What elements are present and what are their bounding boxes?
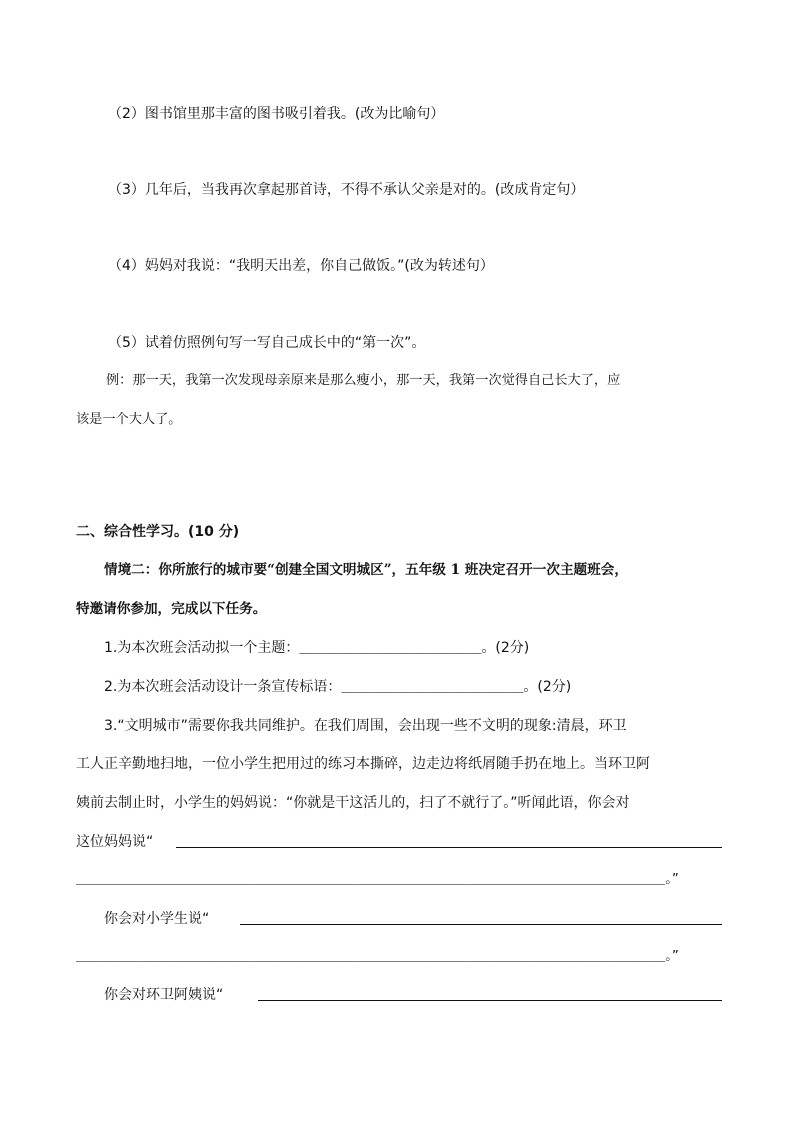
task-3-line-3: 姨前去制止时，小学生的妈妈说：“你就是干这活儿的，扫了不就行了。”听闻此语，你会对 — [76, 795, 630, 811]
to-mother-prompt: 这位妈妈说“ — [76, 834, 154, 850]
to-student-answer-blank[interactable]: ＿＿＿＿＿＿＿＿＿＿＿＿＿＿＿＿＿＿＿＿＿＿＿＿＿＿＿＿＿＿＿＿＿＿＿＿＿＿＿＿＿＿＿＿ — [76, 949, 666, 964]
scenario-line-2: 特邀请你参加，完成以下任务。 — [76, 601, 267, 617]
task-3-line-2: 工人正辛勤地扫地，一位小学生把用过的练习本撕碎，边走边将纸屑随手扔在地上。当环卫阿 — [76, 756, 650, 772]
to-worker-row — [104, 985, 223, 1005]
task-2-prompt: 2.为本次班会活动设计一条宣传标语： — [104, 679, 342, 695]
task-1-prompt: 1.为本次班会活动拟一个主题： — [104, 640, 300, 656]
to-worker-prompt: 你会对环卫阿姨说“ — [104, 987, 224, 1003]
to-mother-answer-blank[interactable]: ＿＿＿＿＿＿＿＿＿＿＿＿＿＿＿＿＿＿＿＿＿＿＿＿＿＿＿＿＿＿＿＿＿＿＿＿＿＿＿＿＿＿＿＿ — [76, 872, 666, 887]
question-3: （3）几年后，当我再次拿起那首诗，不得不承认父亲是对的。(改成肯定句） — [108, 182, 585, 198]
question-4: （4）妈妈对我说：“我明天出差，你自己做饭。”(改为转述句） — [108, 258, 494, 274]
section-2-title: 二、综合性学习。(10 分) — [76, 524, 240, 540]
scenario-line-1: 情境二：你所旅行的城市要“创建全国文明城区”，五年级 1 班决定召开一次主题班会， — [104, 562, 628, 578]
task-2-score: 。(2分) — [523, 679, 572, 695]
task-1-answer-blank[interactable]: ＿＿＿＿＿＿＿＿＿＿＿＿＿ — [299, 640, 482, 656]
to-worker-answer-line[interactable] — [258, 1000, 722, 1001]
close-quote: 。” — [665, 872, 679, 887]
to-mother-row — [76, 832, 153, 852]
to-student-continuation — [76, 947, 679, 967]
to-mother-continuation — [76, 870, 679, 890]
task-1-score: 。(2分) — [481, 640, 530, 656]
to-student-answer-line[interactable] — [240, 924, 722, 925]
task-1 — [104, 638, 529, 658]
question-2: （2）图书馆里那丰富的图书吸引着我。(改为比喻句） — [108, 106, 445, 122]
task-2-answer-blank[interactable]: ＿＿＿＿＿＿＿＿＿＿＿＿＿ — [341, 679, 524, 695]
to-student-row — [104, 909, 209, 929]
close-quote: 。” — [665, 949, 679, 964]
example-line-1: 例：那一天，我第一次发现母亲原来是那么瘦小，那一天，我第一次觉得自己长大了，应 — [106, 373, 621, 388]
to-mother-answer-line[interactable] — [176, 847, 722, 848]
to-student-prompt: 你会对小学生说“ — [104, 911, 210, 927]
task-2 — [104, 677, 571, 697]
example-line-2: 该是一个大人了。 — [76, 412, 182, 427]
question-5: （5）试着仿照例句写一写自己成长中的“第一次”。 — [108, 335, 426, 351]
task-3-line-1: 3.“文明城市”需要你我共同维护。在我们周围，会出现一些不文明的现象:清晨，环卫 — [104, 718, 627, 734]
